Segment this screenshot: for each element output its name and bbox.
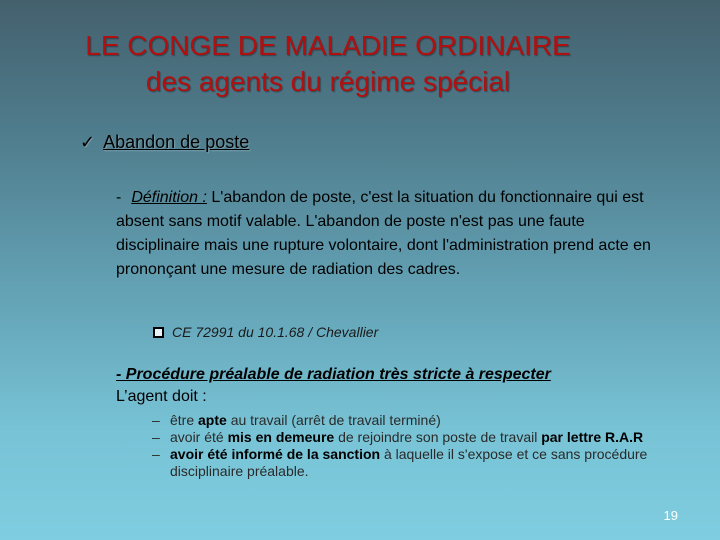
procedure-block xyxy=(116,364,551,408)
title-line-2: des agents du régime spécial xyxy=(145,66,511,97)
definition-head: Définition : xyxy=(131,189,207,206)
item-emphasis: mis en demeure xyxy=(227,429,335,445)
list-item xyxy=(152,446,672,480)
item-emphasis: par lettre R.A.R xyxy=(541,429,644,445)
reference-text: CE 72991 du 10.1.68 / Chevallier xyxy=(172,324,379,340)
procedure-intro: L’agent doit : xyxy=(116,388,207,405)
procedure-heading: - Procédure préalable de radiation très stricte à respecter xyxy=(116,366,551,383)
square-bullet-icon xyxy=(153,327,164,338)
item-text: être xyxy=(170,412,199,428)
list-marker: – xyxy=(152,446,160,462)
case-reference xyxy=(153,322,378,342)
title-line-1: LE CONGE DE MALADIE ORDINAIRE xyxy=(85,30,571,61)
list-marker: – xyxy=(152,412,160,428)
item-text: de rejoindre son poste de travail xyxy=(334,429,542,445)
definition-paragraph xyxy=(116,186,656,282)
item-emphasis: apte xyxy=(198,412,227,428)
item-text: au travail (arrêt de travail terminé) xyxy=(226,412,441,428)
definition-dash: - xyxy=(116,189,122,206)
list-item xyxy=(152,412,672,429)
item-text: avoir été xyxy=(170,429,228,445)
slide-title xyxy=(0,28,656,100)
page-number: 19 xyxy=(663,508,678,523)
definition-text: L'abandon de poste, c'est la situation du fonctionnaire qui est absent sans motif valable. L'abandon de poste n'est pas une faute disciplinaire mais une rupture volontaire, dont l'administration prend acte en prononçant une mesure de radiation des cadres. xyxy=(116,189,651,278)
item-emphasis: avoir été informé de la sanction xyxy=(170,446,381,462)
checkmark-icon: ✓ xyxy=(80,132,96,152)
item-text: à laquelle il s'expose et ce sans procédure disciplinaire préalable. xyxy=(170,446,648,479)
requirements-list xyxy=(152,412,672,480)
list-item xyxy=(152,429,672,446)
list-marker: – xyxy=(152,429,160,445)
section-bullet xyxy=(80,130,249,154)
section-label: Abandon de poste xyxy=(103,132,250,152)
